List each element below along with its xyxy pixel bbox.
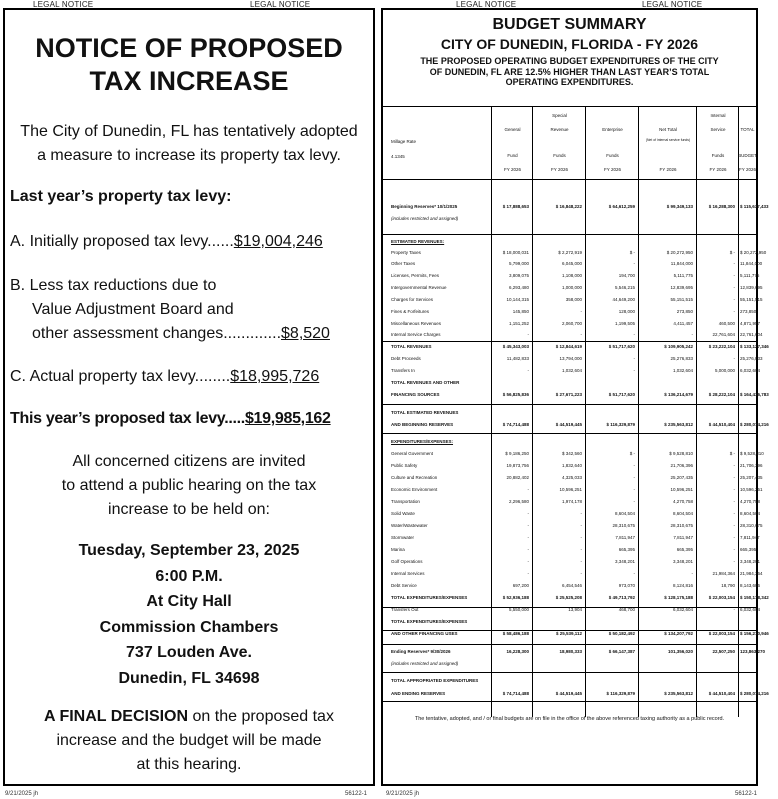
column-header: Funds <box>711 153 725 158</box>
budget-cell: - <box>733 475 735 480</box>
row-divider <box>383 630 756 631</box>
budget-cell: 28,310,675 <box>670 523 693 528</box>
budget-row-label: Transfers In <box>391 368 415 373</box>
budget-row-label: TOTAL REVENUES AND OTHER <box>391 380 460 385</box>
budget-cell: - <box>580 511 582 516</box>
budget-cell: $ 280,074,216 <box>740 691 769 696</box>
column-header: FY 2026 <box>659 167 677 172</box>
budget-row-label: (includes restricted and assigned) <box>391 661 459 666</box>
budget-cell: 22,761,604 <box>712 332 735 337</box>
budget-cell: 1,032,604 <box>672 368 693 373</box>
budget-cell: $ 17,888,653 <box>502 204 529 209</box>
budget-cell: - <box>633 487 635 492</box>
column-header: Funds <box>553 153 566 158</box>
budget-cell: $ 9,528,810 <box>740 451 764 456</box>
hearing-address: 737 Louden Ave. <box>126 644 252 661</box>
budget-cell: 1,032,604 <box>561 368 582 373</box>
row-divider <box>383 341 756 342</box>
budget-cell: - <box>633 463 635 468</box>
budget-cell: - <box>580 535 582 540</box>
column-header: FY 2026 <box>709 167 727 172</box>
budget-cell: $ 136,214,679 <box>664 392 693 397</box>
budget-cell: $ 150,178,342 <box>740 595 769 600</box>
budget-cell: 4,411,457 <box>673 321 693 326</box>
millage-value: 4.1345 <box>391 154 405 159</box>
row-divider <box>383 404 756 405</box>
budget-cell: - <box>633 499 635 504</box>
last-year-heading: Last year’s property tax levy: <box>10 188 232 205</box>
budget-cell: 4,325,033 <box>561 475 582 480</box>
column-header: FY 2026 <box>604 167 621 172</box>
budget-cell: - <box>580 571 582 576</box>
budget-cell: 16,228,300 <box>506 649 529 654</box>
budget-cell: $ 51,717,620 <box>608 392 635 397</box>
budget-cell: - <box>633 332 635 337</box>
budget-cell: 10,596,251 <box>740 487 763 492</box>
budget-cell: $ 44,510,404 <box>708 691 735 696</box>
budget-cell: - <box>733 523 735 528</box>
budget-cell: 21,706,396 <box>740 463 763 468</box>
budget-row-label: EXPENDITURES/EXPENSES: <box>391 439 454 444</box>
budget-cell: $ 109,905,242 <box>664 344 693 349</box>
budget-cell: $ 23,222,104 <box>708 344 735 349</box>
budget-cell: - <box>733 273 735 278</box>
budget-cell: $ 28,222,104 <box>708 392 735 397</box>
budget-cell: $ 22,003,154 <box>708 595 735 600</box>
budget-row-label: Culture and Recreation <box>391 475 438 480</box>
budget-cell: $ 22,003,154 <box>708 631 735 636</box>
budget-row-label: General Government <box>391 451 434 456</box>
levy-line-c: C. Actual property tax levy........$18,995,726 <box>10 368 320 385</box>
budget-cell: 665,395 <box>618 547 635 552</box>
budget-cell: - <box>733 463 735 468</box>
budget-cell: 44,649,200 <box>612 297 635 302</box>
budget-cell: 13,904 <box>568 607 582 612</box>
budget-cell: - <box>580 332 582 337</box>
budget-row-label: ESTIMATED REVENUES: <box>391 239 445 244</box>
budget-cell: $ 18,000,031 <box>502 250 529 255</box>
budget-cell: 12,839,695 <box>670 285 693 290</box>
budget-cell: 2,296,580 <box>508 499 529 504</box>
budget-cell: 21,984,364 <box>740 571 763 576</box>
budget-cell: 273,850 <box>676 309 693 314</box>
budget-cell: - <box>633 356 635 361</box>
budget-cell: - <box>733 285 735 290</box>
budget-cell: 4,270,758 <box>672 499 693 504</box>
budget-cell: 5,111,775 <box>673 273 693 278</box>
hearing-date: Tuesday, September 23, 2025 <box>78 542 300 559</box>
budget-cell: $ 74,714,488 <box>502 422 529 427</box>
budget-cell: 20,882,402 <box>506 475 529 480</box>
budget-cell: - <box>733 547 735 552</box>
budget-row-label: AND ENDING RESERVES <box>391 691 446 696</box>
budget-cell: - <box>733 511 735 516</box>
legal-notice-header: LEGAL NOTICE <box>250 0 311 9</box>
budget-cell: $ 49,713,792 <box>608 595 635 600</box>
budget-cell: 6,454,546 <box>561 583 582 588</box>
hearing-details <box>5 538 373 691</box>
budget-cell: 3,809,075 <box>508 273 529 278</box>
budget-cell: 8,143,606 <box>740 583 761 588</box>
budget-cell: 7,811,947 <box>615 535 635 540</box>
row-divider <box>383 433 756 434</box>
budget-row-label: Charges for Services <box>391 297 434 302</box>
budget-cell: 28,310,675 <box>612 523 635 528</box>
budget-row-label: Transfers Out <box>391 607 419 612</box>
budget-cell: $ 16,848,222 <box>555 204 582 209</box>
budget-cell: 21,706,396 <box>670 463 693 468</box>
budget-cell: $ 156,210,946 <box>740 631 769 636</box>
budget-cell: - <box>527 368 529 373</box>
column-header: Internal <box>710 113 726 118</box>
budget-row-label: Economic Environment <box>391 487 438 492</box>
budget-cell: $ 50,182,492 <box>608 631 635 636</box>
budget-cell: 123,863,270 <box>740 649 766 654</box>
budget-cell: - <box>527 571 529 576</box>
row-divider <box>383 672 756 673</box>
budget-cell: $ - <box>629 451 635 456</box>
budget-statement: THE PROPOSED OPERATING BUDGET EXPENDITURES OF THE CITY OF DUNEDIN, FL ARE 12.5% HIGHER THAN LAST YEAR’S TOTAL OPERATING EXPENDITURES. <box>420 56 719 87</box>
budget-summary <box>381 8 769 786</box>
notice-intro: The City of Dunedin, FL has tentatively adopted a measure to increase its property tax levy. <box>20 123 358 164</box>
budget-cell: $ 16,288,300 <box>708 204 735 209</box>
budget-cell: - <box>733 297 735 302</box>
budget-cell: $ 56,825,836 <box>502 392 529 397</box>
budget-cell: 468,700 <box>618 607 635 612</box>
budget-cell: - <box>527 535 529 540</box>
budget-cell: 665,395 <box>676 547 693 552</box>
column-header: Service <box>710 127 726 132</box>
budget-cell: $ 280,074,216 <box>740 422 769 427</box>
notice-title: NOTICE OF PROPOSED TAX INCREASE <box>35 33 343 96</box>
budget-cell: - <box>527 487 529 492</box>
budget-cell: - <box>733 309 735 314</box>
budget-cell: - <box>633 261 635 266</box>
budget-cell: $ 2,272,919 <box>558 250 582 255</box>
budget-cell: 101,356,020 <box>667 649 693 654</box>
hearing-city: Dunedin, FL 34698 <box>118 669 260 687</box>
hearing-time: 6:00 P.M. <box>155 567 223 585</box>
column-header: Enterprise <box>602 127 623 132</box>
budget-cell: 6,032,604 <box>740 607 761 612</box>
budget-cell: 665,395 <box>740 547 757 552</box>
budget-cell: $ 44,510,404 <box>708 422 735 427</box>
column-header: TOTAL <box>740 127 755 132</box>
budget-cell: 273,850 <box>740 309 757 314</box>
budget-cell: 8,604,504 <box>614 511 635 516</box>
budget-cell: - <box>733 261 735 266</box>
budget-cell: 5,550,000 <box>508 607 529 612</box>
budget-cell: 22,761,604 <box>740 332 763 337</box>
budget-row-label: Golf Operations <box>391 559 423 564</box>
budget-cell: 1,000,000 <box>561 285 582 290</box>
budget-cell: 19,873,756 <box>506 463 529 468</box>
this-year-levy: This year’s proposed tax levy.....$19,985,162 <box>10 410 331 427</box>
column-header: Fund <box>507 153 518 158</box>
column-header: Special <box>552 113 567 118</box>
budget-cell: - <box>527 547 529 552</box>
budget-row-label: TOTAL ESTIMATED REVENUES <box>391 410 459 415</box>
budget-cell: 5,000,000 <box>714 368 735 373</box>
budget-row-label: Marina <box>391 547 405 552</box>
budget-cell: 8,124,816 <box>672 583 693 588</box>
column-divider <box>585 107 586 717</box>
budget-row-label: Solid Waste <box>391 511 415 516</box>
legal-notice-header: LEGAL NOTICE <box>456 0 517 9</box>
levy-line-a: A. Initially proposed tax levy......$19,004,246 <box>10 233 323 250</box>
column-header: General <box>504 127 521 132</box>
footer-code: 56122-1 <box>345 791 368 797</box>
budget-cell: 1,108,000 <box>561 273 582 278</box>
budget-cell: 3,348,201 <box>740 559 761 564</box>
budget-cell: $ 134,207,792 <box>664 631 693 636</box>
budget-cell: 25,207,435 <box>740 475 763 480</box>
budget-cell: 1,974,178 <box>561 499 582 504</box>
budget-cell: $ 20,272,950 <box>740 250 767 255</box>
budget-cell: 3,348,201 <box>672 559 693 564</box>
column-header: Net Total <box>659 127 677 132</box>
budget-cell: $ 235,563,812 <box>664 691 693 696</box>
budget-cell: 13,794,000 <box>559 356 582 361</box>
budget-cell: 1,199,505 <box>614 321 635 326</box>
budget-cell: $ 235,563,812 <box>664 422 693 427</box>
column-header: Funds <box>606 153 619 158</box>
budget-cell: 358,000 <box>565 297 582 302</box>
budget-row-label: Miscellaneous Revenues <box>391 321 442 326</box>
levy-amount: $18,995,726 <box>230 368 320 385</box>
column-header: FY 2026 <box>504 167 521 172</box>
budget-cell: - <box>691 571 693 576</box>
budget-cell: 18,980,333 <box>559 649 582 654</box>
budget-row-label: Internal Services <box>391 571 425 576</box>
budget-cell: $ 44,519,445 <box>555 422 582 427</box>
column-header: Revenue <box>550 127 569 132</box>
column-header: FY 2026 <box>551 167 568 172</box>
budget-cell: $ 116,329,879 <box>606 422 635 427</box>
legal-notice-header: LEGAL NOTICE <box>33 0 94 9</box>
budget-cell: $ 44,519,445 <box>555 691 582 696</box>
budget-cell: 28,310,675 <box>740 523 763 528</box>
budget-cell: 11,844,000 <box>740 261 763 266</box>
budget-row-label: Licenses, Permits, Fees <box>391 273 440 278</box>
budget-cell: $ 58,486,188 <box>502 631 529 636</box>
budget-cell: - <box>633 475 635 480</box>
budget-row-label: AND OTHER FINANCING USES <box>391 631 458 636</box>
budget-row-label: TOTAL APPROPRIATED EXPENDITURES <box>391 678 479 683</box>
budget-cell: $ 51,717,620 <box>608 344 635 349</box>
budget-cell: 21,984,364 <box>712 571 735 576</box>
budget-row-label: TOTAL EXPENDITURES/EXPENSES <box>391 619 468 624</box>
budget-cell: $ 64,612,259 <box>608 204 635 209</box>
column-divider <box>532 107 533 717</box>
row-divider <box>383 179 756 180</box>
budget-cell: 10,596,251 <box>670 487 693 492</box>
budget-cell: - <box>733 535 735 540</box>
budget-cell: - <box>691 332 693 337</box>
budget-cell: $ - <box>729 250 735 255</box>
levy-line-b: B. Less tax reductions due to Value Adjustment Board and other assessment changes.............$8,520 <box>10 277 330 342</box>
budget-cell: $ 12,844,619 <box>555 344 582 349</box>
budget-cell: - <box>527 332 529 337</box>
budget-cell: 25,276,833 <box>740 356 763 361</box>
budget-cell: $ 25,525,208 <box>555 595 582 600</box>
budget-row-label: Beginning Reserves* 10/1/2025 <box>391 204 458 209</box>
budget-cell: - <box>580 523 582 528</box>
footer-date: 9/21/2025 jh <box>5 791 39 797</box>
budget-cell: 12,839,695 <box>740 285 763 290</box>
budget-cell: $ 9,528,810 <box>669 451 693 456</box>
column-divider <box>738 107 739 717</box>
budget-cell: - <box>580 547 582 552</box>
budget-cell: 2,060,700 <box>561 321 582 326</box>
budget-cell: 6,045,000 <box>561 261 582 266</box>
column-divider <box>491 107 492 717</box>
budget-cell: $ 20,272,950 <box>666 250 693 255</box>
budget-cell: 6,032,604 <box>740 368 761 373</box>
levy-amount: $8,520 <box>281 325 330 342</box>
budget-cell: 1,151,252 <box>508 321 529 326</box>
legal-notice-header: LEGAL NOTICE <box>642 0 703 9</box>
budget-row-label: Ending Reserves* 9/30/2026 <box>391 649 451 654</box>
hearing-place: At City Hall <box>146 593 232 610</box>
budget-cell: $ 99,349,133 <box>666 204 693 209</box>
budget-title: BUDGET SUMMARY <box>492 16 647 33</box>
budget-cell: 10,144,315 <box>506 297 529 302</box>
budget-cell: 6,032,604 <box>672 607 693 612</box>
budget-row-label: Fines & Forfeitures <box>391 309 430 314</box>
budget-cell: $ 9,186,250 <box>505 451 529 456</box>
budget-cell: - <box>633 368 635 373</box>
budget-cell: $ 133,127,346 <box>740 344 769 349</box>
budget-cell: 460,500 <box>718 321 735 326</box>
budget-subtitle: CITY OF DUNEDIN, FLORIDA - FY 2026 <box>440 36 699 52</box>
budget-cell: 5,111,775 <box>740 273 760 278</box>
budget-cell: 55,151,515 <box>740 297 763 302</box>
budget-cell: - <box>633 571 635 576</box>
budget-cell: 6,293,480 <box>508 285 529 290</box>
budget-cell: 5,546,215 <box>614 285 635 290</box>
budget-cell: $ 66,147,387 <box>608 649 635 654</box>
budget-cell: 5,799,000 <box>508 261 529 266</box>
budget-cell: 10,596,251 <box>559 487 582 492</box>
budget-cell: 8,604,504 <box>672 511 693 516</box>
tax-increase-notice <box>3 8 375 786</box>
budget-cell: $ 342,560 <box>561 451 582 456</box>
budget-cell: - <box>527 523 529 528</box>
budget-cell: 25,207,435 <box>670 475 693 480</box>
budget-row-label: Debt Service <box>391 583 417 588</box>
budget-cell: 1,832,640 <box>561 463 582 468</box>
budget-row-label: Stormwater <box>391 535 415 540</box>
budget-row-label: FINANCING SOURCES <box>391 392 440 397</box>
row-divider <box>383 234 756 235</box>
budget-cell: - <box>527 511 529 516</box>
budget-cell: $ 128,175,188 <box>664 595 693 600</box>
budget-cell: 7,811,947 <box>673 535 693 540</box>
budget-cell: - <box>580 559 582 564</box>
budget-cell: 8,604,504 <box>740 511 761 516</box>
row-divider <box>383 701 756 702</box>
budget-row-label: Intergovernmental Revenue <box>391 285 447 290</box>
budget-cell: 4,270,758 <box>740 499 761 504</box>
budget-row-label: Transportation <box>391 499 420 504</box>
budget-row-label: (includes restricted and assigned) <box>391 216 459 221</box>
budget-cell: 697,200 <box>512 583 529 588</box>
footer-date: 9/21/2025 jh <box>386 791 420 797</box>
budget-footnote: The tentative, adopted, and / or final budgets are on file in the office of the above referenced taxing authority as a public record. <box>414 716 725 722</box>
hearing-room: Commission Chambers <box>99 618 279 636</box>
column-divider <box>696 107 697 717</box>
budget-cell: - <box>733 356 735 361</box>
budget-row-label: Water/Wastewater <box>391 523 428 528</box>
budget-cell: - <box>733 487 735 492</box>
column-header: (Net of internal service funds) <box>645 138 691 142</box>
budget-row-label: AND BEGINNING RESERVES <box>391 422 454 427</box>
budget-cell: 11,482,833 <box>506 356 529 361</box>
budget-row-label: Other Taxes <box>391 261 416 266</box>
levy-amount: $19,985,162 <box>244 410 331 427</box>
budget-cell: - <box>733 559 735 564</box>
budget-row-label: Internal Service Charges <box>391 332 441 337</box>
budget-cell: - <box>580 309 582 314</box>
budget-cell: - <box>733 499 735 504</box>
budget-cell: 7,811,947 <box>740 535 760 540</box>
budget-cell: $ - <box>629 250 635 255</box>
budget-cell: $ 74,714,488 <box>502 691 529 696</box>
budget-cell: 11,844,000 <box>670 261 693 266</box>
budget-cell: 55,151,515 <box>670 297 693 302</box>
levy-amount: $19,004,246 <box>233 233 323 250</box>
budget-cell: 973,070 <box>618 583 635 588</box>
budget-row-label: Debt Proceeds <box>391 356 421 361</box>
row-divider <box>383 607 756 608</box>
budget-cell: 22,507,250 <box>712 649 735 654</box>
budget-cell: 145,850 <box>512 309 529 314</box>
budget-cell: $ - <box>729 451 735 456</box>
budget-row-label: TOTAL EXPENDITURES/EXPENSES <box>391 595 468 600</box>
budget-cell: $ 27,671,223 <box>555 392 582 397</box>
budget-cell: 194,700 <box>618 273 635 278</box>
budget-cell: $ 115,637,433 <box>740 204 769 209</box>
budget-cell: - <box>527 559 529 564</box>
column-divider <box>638 107 639 717</box>
budget-cell: - <box>733 607 735 612</box>
budget-cell: 25,276,833 <box>670 356 693 361</box>
budget-cell: 128,000 <box>618 309 635 314</box>
budget-cell: $ 52,936,188 <box>502 595 529 600</box>
budget-cell: $ 45,343,003 <box>502 344 529 349</box>
column-header: FY 2026 <box>739 167 756 172</box>
budget-row-label: Property Taxes <box>391 250 421 255</box>
budget-cell: $ 116,329,879 <box>606 691 635 696</box>
budget-cell: $ 164,436,783 <box>740 392 769 397</box>
budget-table <box>383 106 769 717</box>
budget-cell: 18,790 <box>721 583 735 588</box>
millage-label: Millage Rate <box>391 139 417 144</box>
budget-row-label: Public Safety <box>391 463 418 468</box>
budget-cell: 3,348,201 <box>614 559 635 564</box>
final-decision-text: A FINAL DECISION on the proposed tax increase and the budget will be made at this hearing. <box>44 708 334 773</box>
budget-row-label: TOTAL REVENUES <box>391 344 432 349</box>
budget-cell: $ 25,539,112 <box>555 631 582 636</box>
footer-code: 56122-1 <box>735 791 758 797</box>
row-divider <box>383 644 756 645</box>
citizens-invitation: All concerned citizens are invited to attend a public hearing on the tax increase to be held on: <box>61 453 317 518</box>
budget-cell: 4,871,957 <box>740 321 761 326</box>
column-header: BUDGET <box>738 153 757 158</box>
